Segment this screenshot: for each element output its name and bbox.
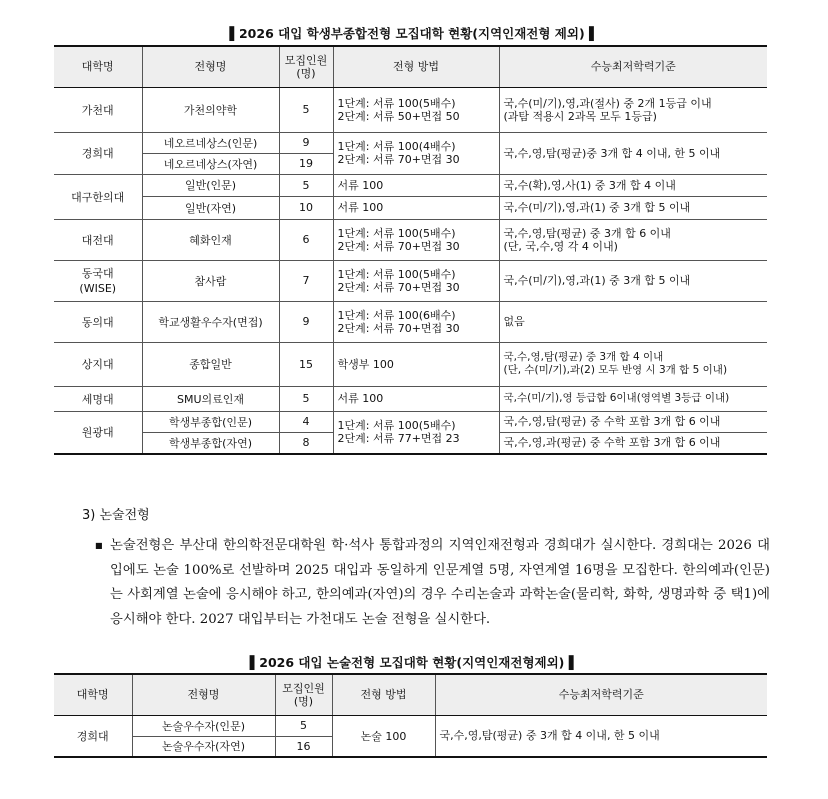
selection-method: 1단계: 서류 100(5배수) 2단계: 서류 77+면접 23 <box>333 411 499 454</box>
track-name: 학생부종합(인문) <box>142 411 279 432</box>
csat-minimum: 국,수(확),영,사(1) 중 3개 합 4 이내 <box>499 174 767 196</box>
table-row <box>54 87 767 132</box>
csat-minimum: 국,수,영,탐(평균)중 3개 합 4 이내, 한 5 이내 <box>499 132 767 174</box>
table-row <box>54 219 767 260</box>
section-heading: 3) 논술전형 <box>82 508 150 523</box>
csat-minimum: 없음 <box>499 301 767 342</box>
track-name: 논술우수자(인문) <box>132 715 275 736</box>
col-header-quota: 모집인원 (명) <box>279 46 333 87</box>
csat-minimum: 국,수(미/기),영,과(절사) 중 2개 1등급 이내 (과탐 적용시 2과목 모두 1등급) <box>499 87 767 132</box>
col-header-track: 전형명 <box>132 674 275 715</box>
track-name: 학생부종합(자연) <box>142 432 279 454</box>
csat-minimum: 국,수(미/기),영,과(1) 중 3개 합 5 이내 <box>499 260 767 301</box>
track-name: 네오르네상스(인문) <box>142 132 279 153</box>
col-header-quota: 모집인원 (명) <box>275 674 332 715</box>
university-name: 경희대 <box>54 715 132 757</box>
track-name: 논술우수자(자연) <box>132 736 275 757</box>
quota: 5 <box>279 87 333 132</box>
csat-minimum: 국,수,영,탐(평균) 중 3개 합 6 이내 (단, 국,수,영 각 4 이내) <box>499 219 767 260</box>
quota: 8 <box>279 432 333 454</box>
quota: 9 <box>279 301 333 342</box>
quota: 4 <box>279 411 333 432</box>
quota: 10 <box>279 196 333 219</box>
track-name: 종합일반 <box>142 342 279 386</box>
quota: 19 <box>279 153 333 174</box>
csat-minimum: 국,수(미/기),영,과(1) 중 3개 합 5 이내 <box>499 196 767 219</box>
selection-method: 서류 100 <box>333 174 499 196</box>
university-name: 경희대 <box>54 132 142 174</box>
table-row <box>54 342 767 386</box>
university-name: 동의대 <box>54 301 142 342</box>
track-name: 일반(인문) <box>142 174 279 196</box>
table1-title: ▌2026 대입 학생부종합전형 모집대학 현황(지역인재전형 제외) ▌ <box>229 26 599 41</box>
quota: 9 <box>279 132 333 153</box>
col-header-method: 전형 방법 <box>332 674 435 715</box>
section-paragraph-block <box>95 534 770 632</box>
selection-method: 1단계: 서류 100(5배수) 2단계: 서류 50+면접 50 <box>333 87 499 132</box>
selection-method: 1단계: 서류 100(6배수) 2단계: 서류 70+면접 30 <box>333 301 499 342</box>
table-row <box>54 301 767 342</box>
track-name: SMU의료인재 <box>142 386 279 411</box>
university-name: 세명대 <box>54 386 142 411</box>
table-row <box>54 132 767 153</box>
track-name: 참사람 <box>142 260 279 301</box>
csat-minimum: 국,수,영,탐(평균) 중 수학 포함 3개 합 6 이내 <box>499 411 767 432</box>
selection-method: 1단계: 서류 100(5배수) 2단계: 서류 70+면접 30 <box>333 219 499 260</box>
col-header-track: 전형명 <box>142 46 279 87</box>
track-name: 일반(자연) <box>142 196 279 219</box>
admissions-table-comprehensive <box>54 45 767 455</box>
csat-minimum: 국,수,영,탐(평균) 중 3개 합 4 이내, 한 5 이내 <box>435 715 767 757</box>
selection-method: 서류 100 <box>333 196 499 219</box>
quota: 6 <box>279 219 333 260</box>
quota: 15 <box>279 342 333 386</box>
col-header-university: 대학명 <box>54 46 142 87</box>
table-row <box>54 386 767 411</box>
table-row <box>54 174 767 196</box>
table-row <box>54 260 767 301</box>
table-row <box>54 411 767 432</box>
selection-method: 학생부 100 <box>333 342 499 386</box>
selection-method: 1단계: 서류 100(4배수) 2단계: 서류 70+면접 30 <box>333 132 499 174</box>
quota: 7 <box>279 260 333 301</box>
university-name: 대전대 <box>54 219 142 260</box>
col-header-method: 전형 방법 <box>333 46 499 87</box>
track-name: 혜화인재 <box>142 219 279 260</box>
university-name: 원광대 <box>54 411 142 454</box>
university-name: 가천대 <box>54 87 142 132</box>
table-row <box>54 196 767 219</box>
table2-title: ▌2026 대입 논술전형 모집대학 현황(지역인재전형제외) ▌ <box>249 655 579 670</box>
quota: 5 <box>279 386 333 411</box>
table-row <box>54 715 767 736</box>
selection-method: 서류 100 <box>333 386 499 411</box>
university-name: 대구한의대 <box>54 174 142 219</box>
csat-minimum: 국,수,영,탐(평균) 중 3개 합 4 이내 (단, 수(미/기),과(2) 모두 반영 시 3개 합 5 이내) <box>499 342 767 386</box>
csat-minimum: 국,수(미/기),영 등급합 6이내(영역별 3등급 이내) <box>499 386 767 411</box>
square-bullet-icon: ■ <box>95 541 103 550</box>
selection-method: 1단계: 서류 100(5배수) 2단계: 서류 70+면접 30 <box>333 260 499 301</box>
track-name: 학교생활우수자(면접) <box>142 301 279 342</box>
quota: 5 <box>275 715 332 736</box>
quota: 16 <box>275 736 332 757</box>
col-header-min-score: 수능최저학력기준 <box>435 674 767 715</box>
csat-minimum: 국,수,영,과(평균) 중 수학 포함 3개 합 6 이내 <box>499 432 767 454</box>
quota: 5 <box>279 174 333 196</box>
university-name: 상지대 <box>54 342 142 386</box>
university-name: 동국대 (WISE) <box>54 260 142 301</box>
section-paragraph: 논술전형은 부산대 한의학전문대학원 학·석사 통합과정의 지역인재전형과 경희대가 실시한다. 경희대는 2026 대입에도 논술 100%로 선발하며 2025 대입과 동일하게 인문계열 5명, 자연계열 16명을 모집한다. 한의예과(인문)는 사회계열 논술에 응시해야 하고, 한의예과(자연)의 경우 수리논술과 과학논술(물리학, 화학, 생명과학 중 택1)에 응시해야 한다. 2027 대입부터는 가천대도 논술 전형을 실시한다. <box>110 538 770 627</box>
track-name: 가천의약학 <box>142 87 279 132</box>
col-header-university: 대학명 <box>54 674 132 715</box>
col-header-min-score: 수능최저학력기준 <box>499 46 767 87</box>
admissions-table-essay <box>54 673 767 758</box>
track-name: 네오르네상스(자연) <box>142 153 279 174</box>
selection-method: 논술 100 <box>332 715 435 757</box>
